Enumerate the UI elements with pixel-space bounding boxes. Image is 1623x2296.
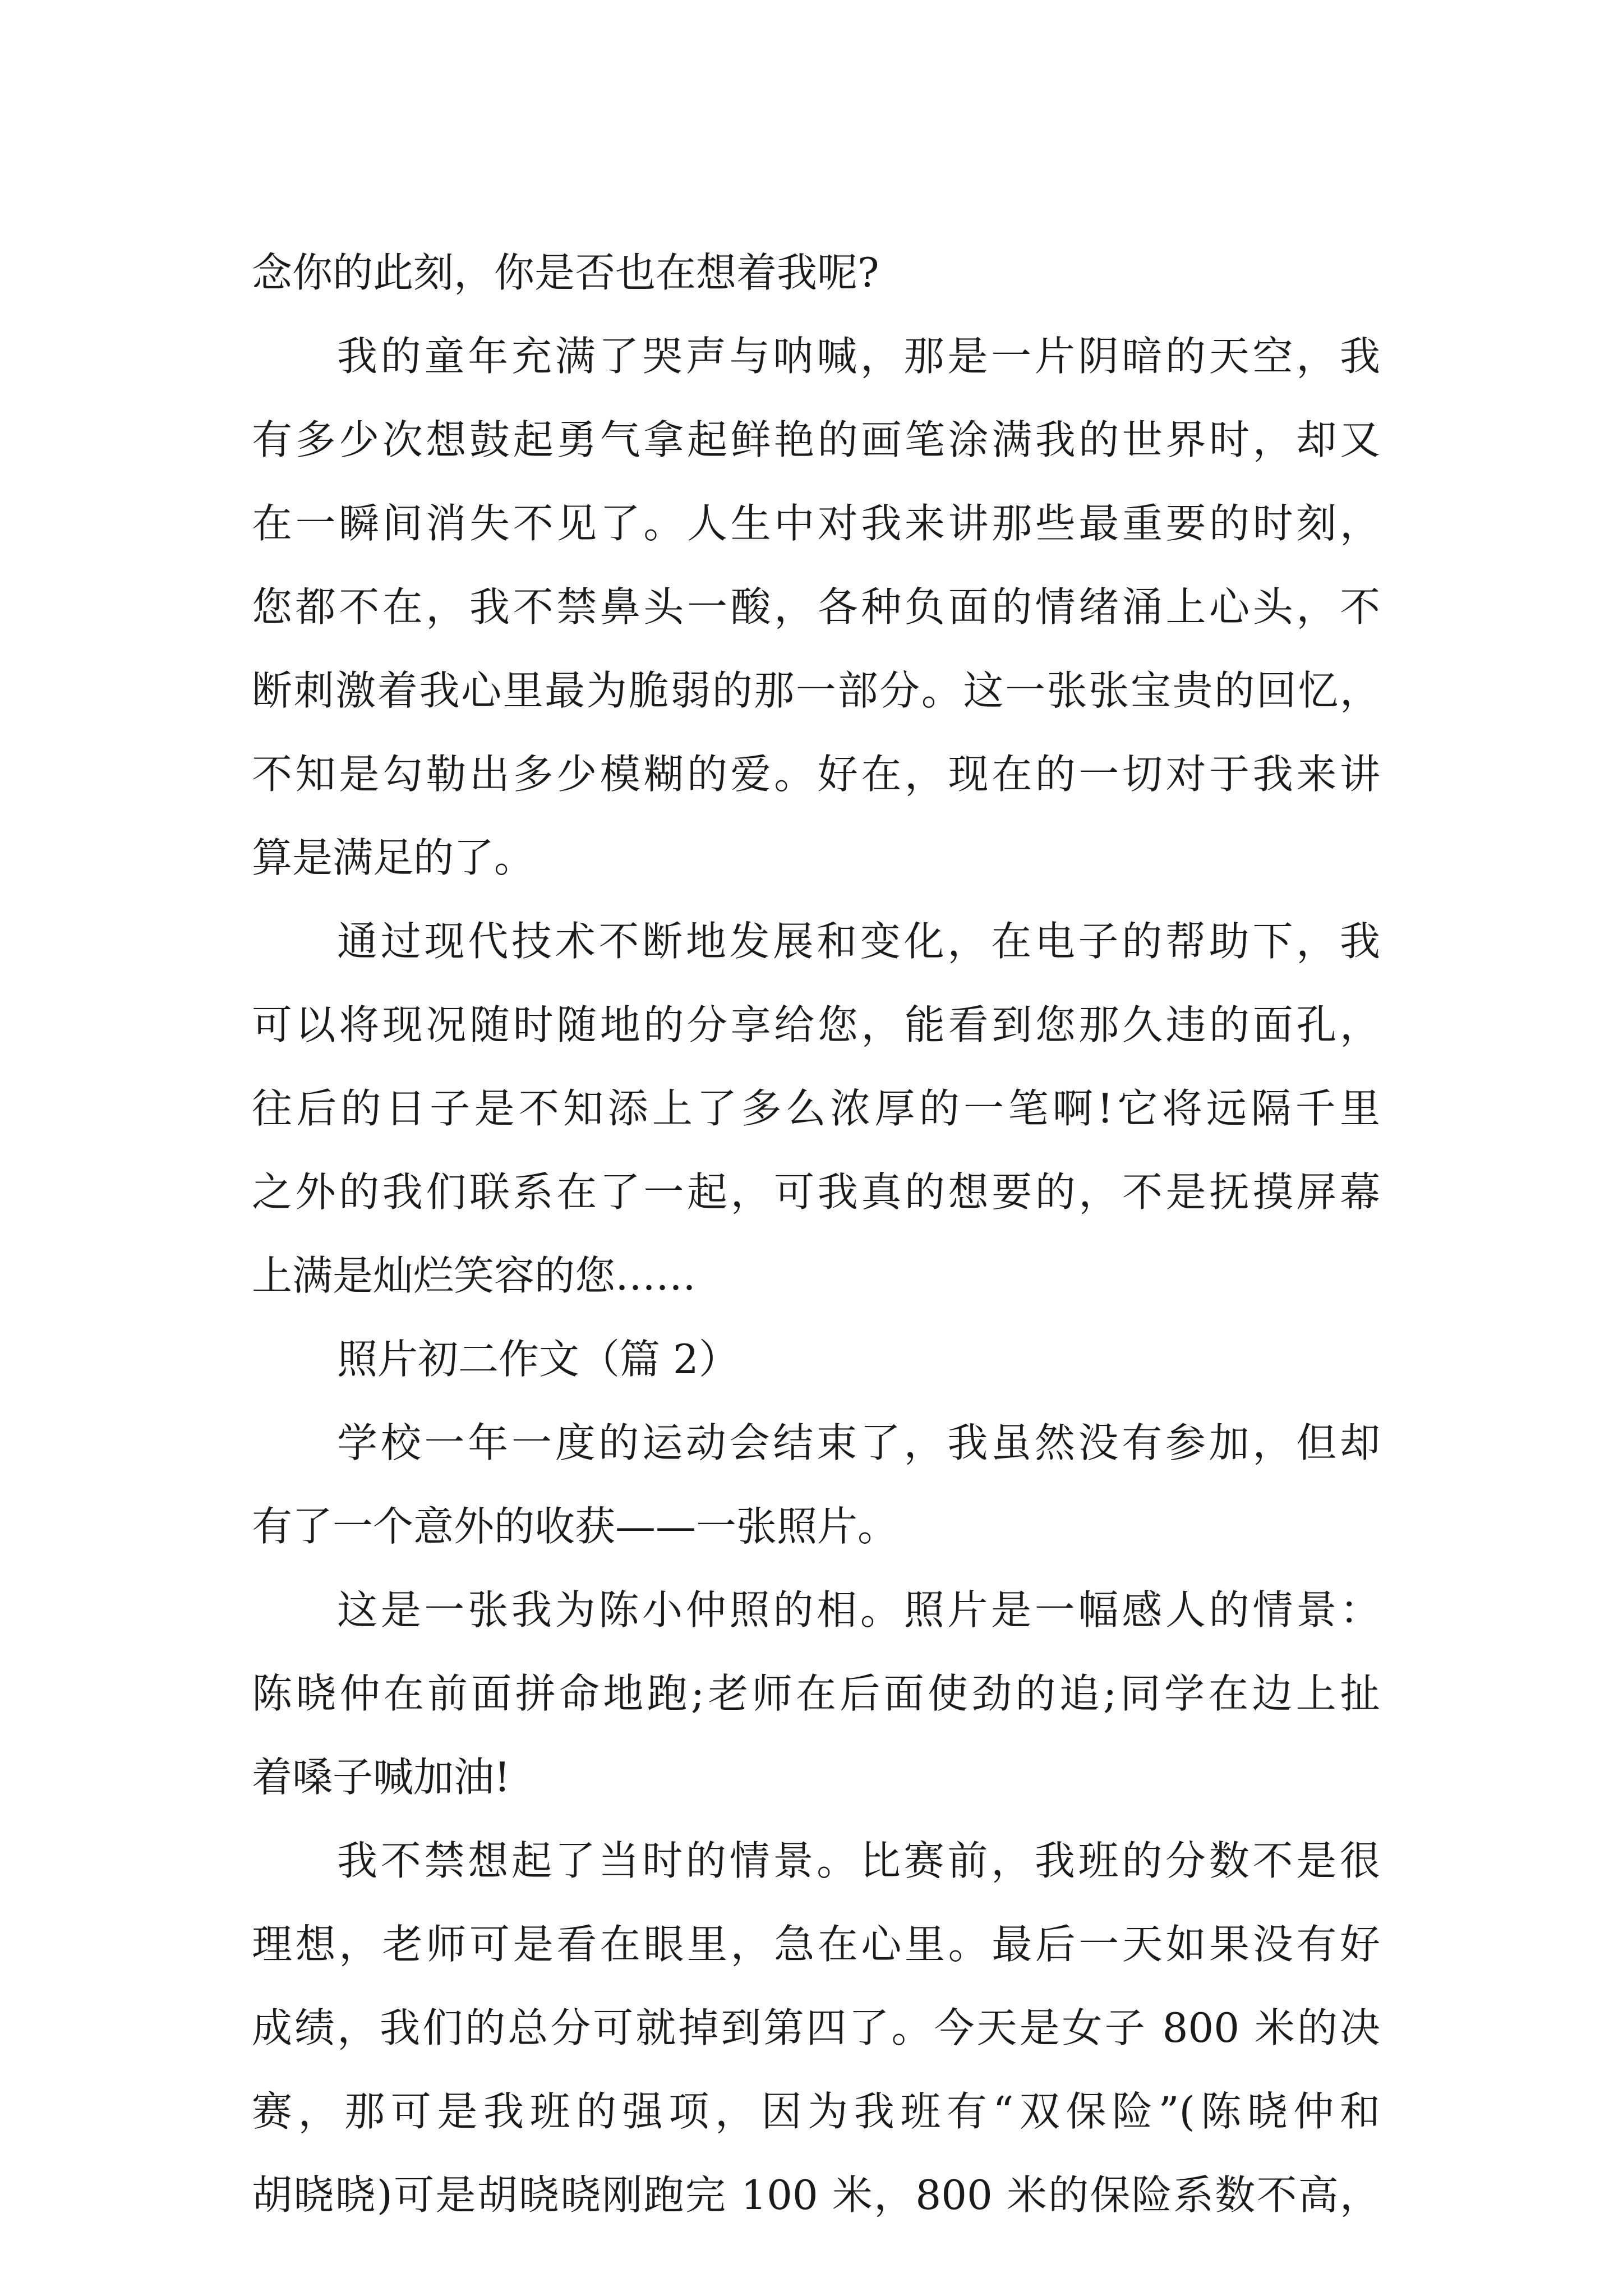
text-line: 理想，老师可是看在眼里，急在心里。最后一天如果没有好 (252, 1921, 1380, 1968)
text-line: 我不禁想起了当时的情景。比赛前，我班的分数不是很 (337, 1837, 1380, 1884)
text-line: 通过现代技术不断地发展和变化，在电子的帮助下，我 (337, 918, 1380, 965)
text-line: 可以将现况随时随地的分享给您，能看到您那久违的面孔， (252, 1001, 1380, 1048)
text-line: 我的童年充满了哭声与呐喊，那是一片阴暗的天空，我 (337, 333, 1380, 380)
text-line: 着嗓子喊加油! (252, 1754, 510, 1801)
text-line: 之外的我们联系在了一起，可我真的想要的，不是抚摸屏幕 (252, 1168, 1380, 1216)
text-line: 断刺激着我心里最为脆弱的那一部分。这一张张宝贵的回忆， (252, 667, 1380, 714)
paragraph (252, 1568, 1380, 1819)
document-body (252, 231, 1380, 2237)
text-line: 学校一年一度的运动会结束了，我虽然没有参加，但却 (337, 1419, 1380, 1466)
paragraph (252, 1401, 1380, 1568)
section-heading-text: 照片初二作文（篇 2） (337, 1336, 739, 1383)
text-line: 算是满足的了。 (252, 834, 535, 881)
paragraph (252, 315, 1380, 900)
text-line: 有了一个意外的收获——一张照片。 (252, 1503, 898, 1550)
paragraph (252, 231, 1380, 315)
text-line: 赛，那可是我班的强项，因为我班有“双保险”(陈晓仲和 (252, 2088, 1380, 2135)
text-line: 这是一张我为陈小仲照的相。照片是一幅感人的情景： (337, 1586, 1380, 1634)
paragraph (252, 1819, 1380, 2237)
text-line: 不知是勾勒出多少模糊的爱。好在，现在的一切对于我来讲 (252, 751, 1380, 798)
text-line: 有多少次想鼓起勇气拿起鲜艳的画笔涂满我的世界时，却又 (252, 416, 1380, 463)
text-line: 胡晓晓)可是胡晓晓刚跑完 100 米，800 米的保险系数不高， (252, 2171, 1380, 2219)
paragraph (252, 900, 1380, 1318)
text-line: 陈晓仲在前面拼命地跑;老师在后面使劲的追;同学在边上扯 (252, 1670, 1380, 1717)
text-line: 成绩，我们的总分可就掉到第四了。今天是女子 800 米的决 (252, 2004, 1380, 2051)
section-heading (252, 1318, 1380, 1401)
text-line: 您都不在，我不禁鼻头一酸，各种负面的情绪涌上心头，不 (252, 583, 1380, 631)
text-line: 往后的日子是不知添上了多么浓厚的一笔啊!它将远隔千里 (252, 1085, 1380, 1132)
text-line: 上满是灿烂笑容的您…… (252, 1252, 697, 1299)
text-line: 念你的此刻，你是否也在想着我呢? (252, 249, 879, 296)
text-line: 在一瞬间消失不见了。人生中对我来讲那些最重要的时刻， (252, 500, 1380, 547)
